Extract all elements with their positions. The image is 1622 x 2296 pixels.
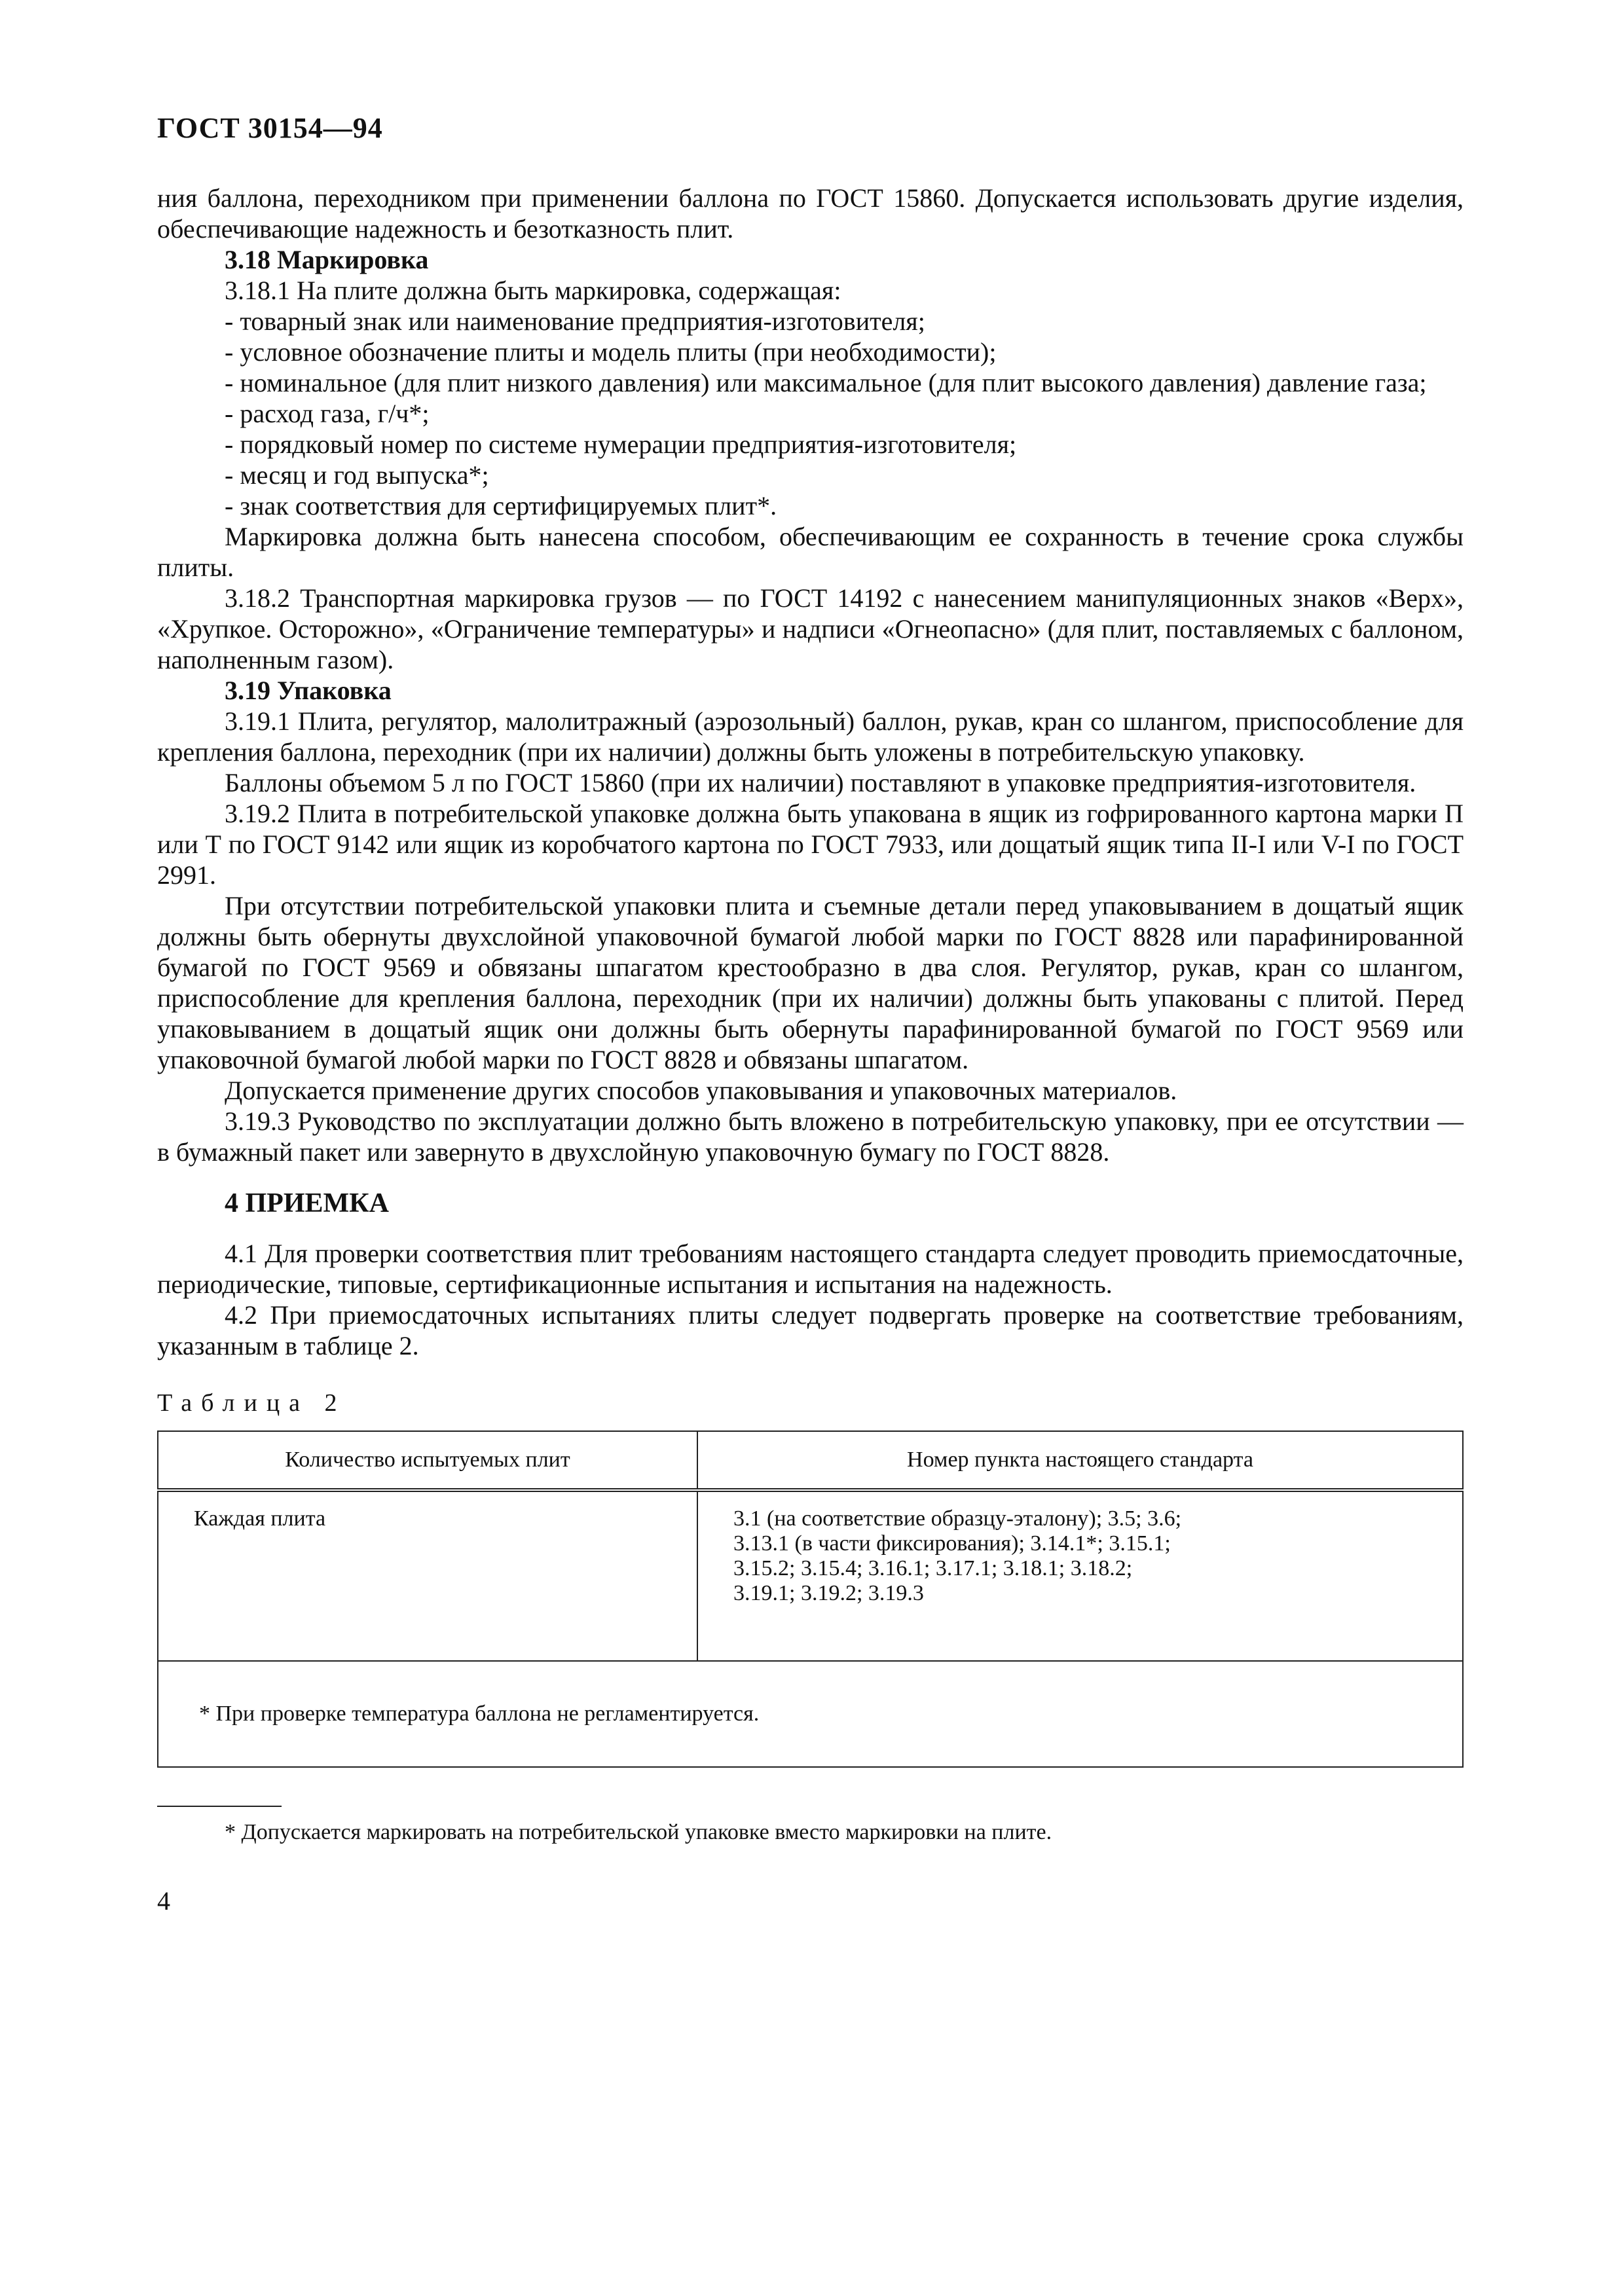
paragraph: Допускается применение других способов упаковывания и упаковочных материалов.: [225, 1076, 1177, 1105]
body-text: [157, 183, 1464, 1361]
paragraph: 3.19.2 Плита в потребительской упаковке должна быть упакована в ящик из гофрированного картона марки П или Т по ГОСТ 9142 или ящик из коробчатого картона по ГОСТ 7933, или дощатый ящик типа II-I или V-I по ГОСТ 2991.: [157, 799, 1464, 890]
paragraph: - условное обозначение плиты и модель плиты (при необходимости);: [225, 337, 997, 367]
table-cell-line: 3.13.1 (в части фиксирования); 3.14.1*; 3.15.1;: [733, 1531, 1171, 1556]
paragraph: Маркировка должна быть нанесена способом, обеспечивающим ее сохранность в течение срока службы плиты.: [157, 522, 1464, 582]
table-header-row: [158, 1431, 1463, 1490]
table-note-row: [158, 1661, 1463, 1767]
chapter-heading: 4 ПРИЕМКА: [225, 1188, 389, 1218]
section-heading: 3.18 Маркировка: [225, 245, 429, 274]
page-number: 4: [157, 1886, 170, 1916]
paragraph: 3.18.2 Транспортная маркировка грузов — по ГОСТ 14192 с нанесением манипуляционных знаков «Верх», «Хрупкое. Осторожно», «Ограничение температуры» и надписи «Огнеопасно» (для плит, поставляемых с баллоном, наполненным газом).: [157, 583, 1464, 674]
table-header-cell: Номер пункта настоящего стандарта: [697, 1431, 1463, 1490]
table-cell-line: 3.15.2; 3.15.4; 3.16.1; 3.17.1; 3.18.1; 3.18.2;: [733, 1556, 1133, 1580]
paragraph: 3.18.1 На плите должна быть маркировка, содержащая:: [225, 276, 841, 305]
document-page: [157, 111, 1464, 1916]
paragraph: 3.19.1 Плита, регулятор, малолитражный (аэрозольный) баллон, рукав, кран со шлангом, приспособление для крепления баллона, переходник (при их наличии) должны быть уложены в потребительскую упаковку.: [157, 706, 1464, 767]
table-note: * При проверке температура баллона не регламентируется.: [158, 1661, 1463, 1767]
table-cell: [697, 1490, 1463, 1661]
table-cell: Каждая плита: [158, 1490, 697, 1661]
paragraph: - порядковый номер по системе нумерации предприятия-изготовителя;: [225, 429, 1017, 459]
paragraph: - расход газа, г/ч*;: [225, 399, 430, 428]
table-row: [158, 1490, 1463, 1661]
table-cell-line: 3.1 (на соответствие образцу-эталону); 3.5; 3.6;: [733, 1506, 1182, 1531]
footnote: * Допускается маркировать на потребительской упаковке вместо маркировки на плите.: [225, 1820, 1052, 1844]
paragraph: ния баллона, переходником при применении баллона по ГОСТ 15860. Допускается использовать другие изделия, обеспечивающие надежность и безотказность плит.: [157, 183, 1464, 244]
paragraph: Баллоны объемом 5 л по ГОСТ 15860 (при их наличии) поставляют в упаковке предприятия-изготовителя.: [225, 768, 1416, 797]
paragraph: - номинальное (для плит низкого давления) или максимальное (для плит высокого давления) давление газа;: [225, 368, 1427, 397]
paragraph: - знак соответствия для сертифицируемых плит*.: [225, 491, 777, 520]
paragraph: 4.1 Для проверки соответствия плит требованиям настоящего стандарта следует проводить приемосдаточные, периодические, типовые, сертификационные испытания и испытания на надежность.: [157, 1239, 1464, 1299]
table-header-cell: Количество испытуемых плит: [158, 1431, 697, 1490]
table-caption: Таблица 2: [157, 1389, 346, 1417]
document-header: ГОСТ 30154—94: [157, 112, 383, 144]
paragraph: 4.2 При приемосдаточных испытаниях плиты следует подвергать проверке на соответствие требованиям, указанным в таблице 2.: [157, 1300, 1464, 1360]
section-heading: 3.19 Упаковка: [225, 676, 392, 705]
table-2: [157, 1430, 1464, 1768]
paragraph: 3.19.3 Руководство по эксплуатации должно быть вложено в потребительскую упаковку, при ее отсутствии — в бумажный пакет или завернуто в двухслойную упаковочную бумагу по ГОСТ 8828.: [157, 1106, 1464, 1167]
table-cell-line: 3.19.1; 3.19.2; 3.19.3: [733, 1581, 924, 1605]
paragraph: - товарный знак или наименование предприятия-изготовителя;: [225, 306, 925, 336]
paragraph: При отсутствии потребительской упаковки плита и съемные детали перед упаковыванием в дощатый ящик должны быть обернуты двухслойной упаковочной бумагой любой марки по ГОСТ 8828 или парафинированной бумагой по ГОСТ 9569 и обвязаны шпагатом крестообразно в два слоя. Регулятор, рукав, кран со шлангом, приспособление для крепления баллона, переходник (при их наличии) должны быть упакованы с плитой. Перед упаковыванием в дощатый ящик они должны быть обернуты парафинированной бумагой по ГОСТ 9569 или упаковочной бумагой любой марки по ГОСТ 8828 и обвязаны шпагатом.: [157, 891, 1464, 1074]
paragraph: - месяц и год выпуска*;: [225, 460, 489, 490]
footnote-divider: [157, 1806, 282, 1807]
